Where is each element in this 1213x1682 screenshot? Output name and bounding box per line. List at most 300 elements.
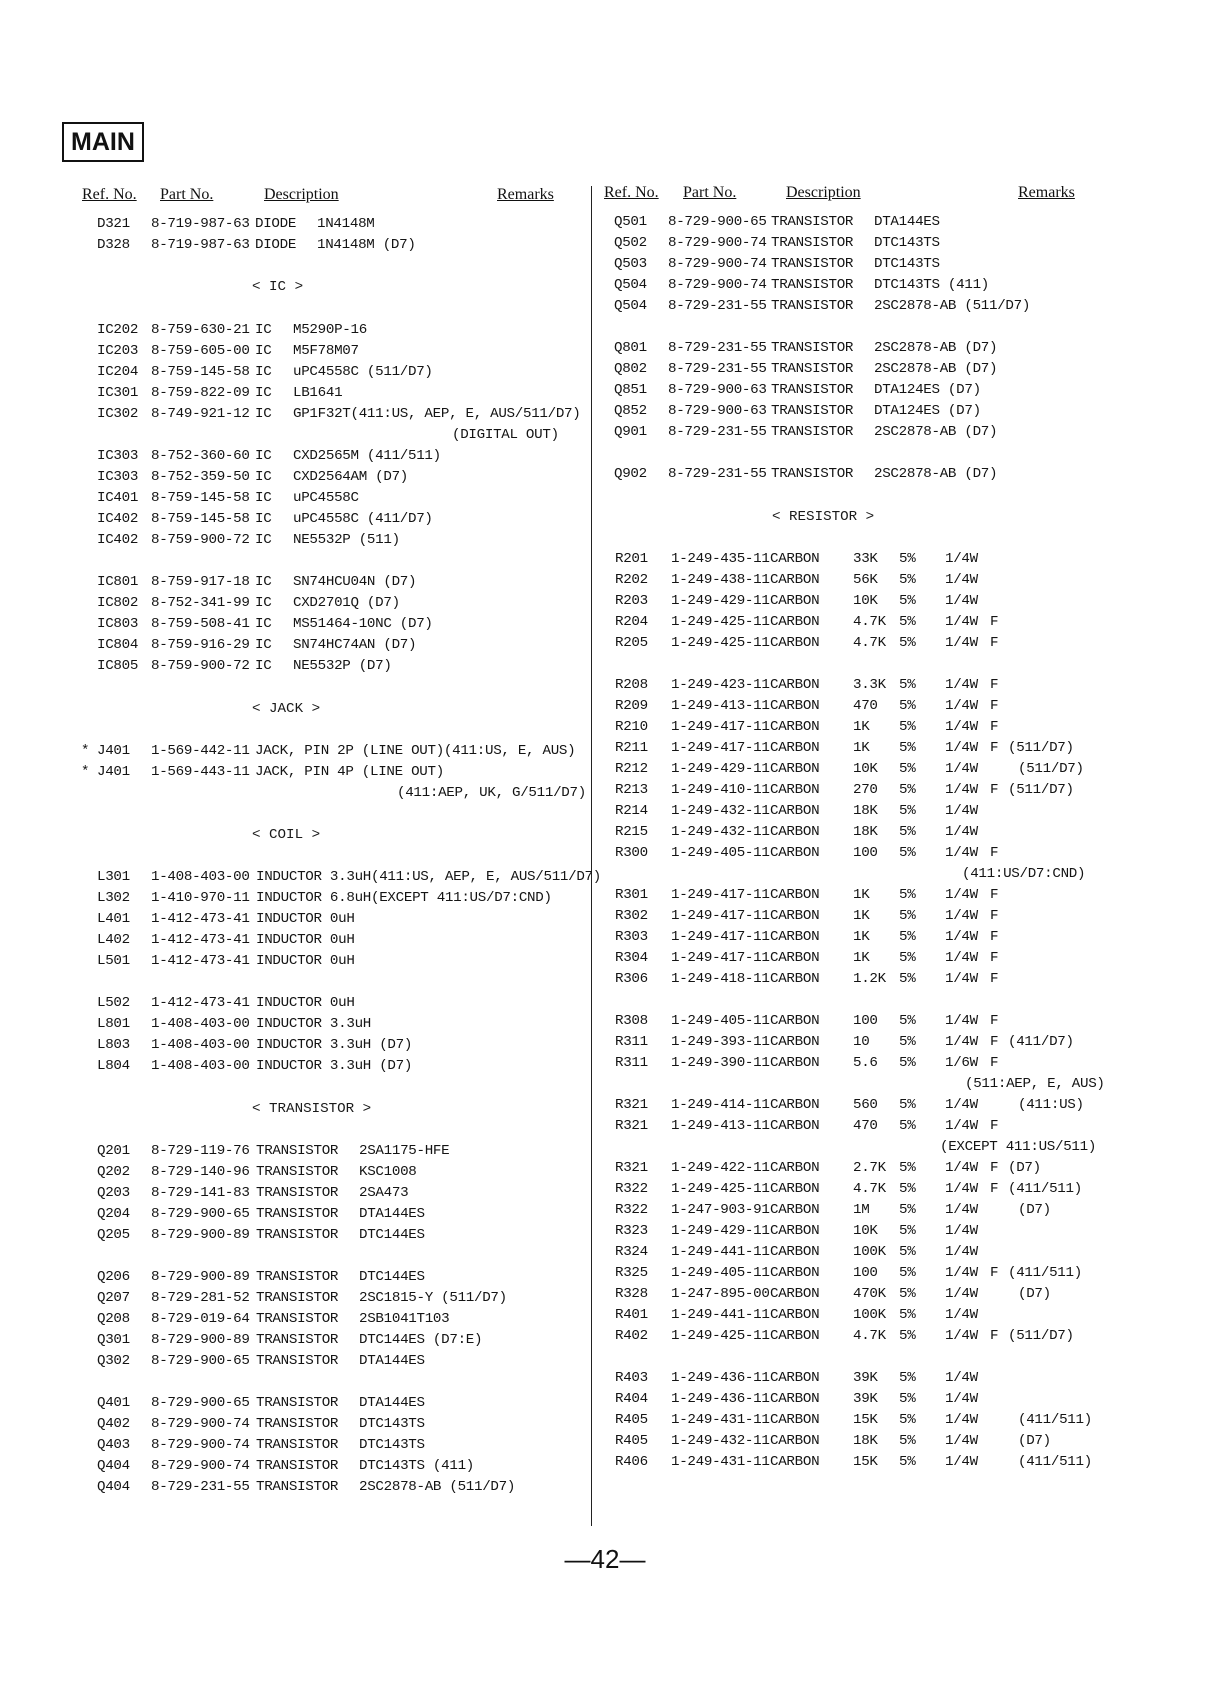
description: CARBON [770,1391,820,1407]
part-no: 8-759-630-21 [151,322,250,338]
description: IC [255,364,272,380]
description: TRANSISTOR [256,1311,339,1327]
ref-no: R210 [615,719,648,735]
remarks: (411:US) [1018,1097,1084,1113]
description: TRANSISTOR [256,1332,339,1348]
part-no: 1-408-403-00 [151,869,250,885]
resistance: 560 [853,1097,878,1113]
tolerance: 5% [899,1370,916,1386]
part-value: SN74HCU04N (D7) [293,574,417,590]
part-value: DTC143TS [874,256,940,272]
ref-no: R403 [615,1370,648,1386]
wattage: 1/4W [945,824,978,840]
description: TRANSISTOR [256,1185,339,1201]
part-no: 1-247-903-91 [671,1202,770,1218]
part-value: 2SA1175-HFE [359,1143,450,1159]
resistor-row [0,969,1213,990]
flag: F [990,845,999,861]
ref-no: R325 [615,1265,648,1281]
part-no: 8-759-900-72 [151,658,250,674]
description: CARBON [770,971,820,987]
wattage: 1/4W [945,1412,978,1428]
description: TRANSISTOR [771,382,854,398]
tolerance: 5% [899,782,916,798]
ref-no: L302 [97,890,130,906]
header-description-right: Description [786,184,861,201]
ref-no: L502 [97,995,130,1011]
flag: F [990,1265,999,1281]
ref-no: D328 [97,237,130,253]
tolerance: 5% [899,1286,916,1302]
part-no: 8-729-900-74 [151,1437,250,1453]
ref-no: R212 [615,761,648,777]
transistor-row [0,254,1213,275]
wattage: 1/4W [945,950,978,966]
resistor-row [0,1284,1213,1305]
description: CARBON [770,1181,820,1197]
part-no: 8-752-359-50 [151,469,250,485]
transistor-row [0,359,1213,380]
wattage: 1/4W [945,1265,978,1281]
description: CARBON [770,1160,820,1176]
part-no: 1-249-417-11 [671,908,770,924]
part-no: 1-247-895-00 [671,1286,770,1302]
wattage: 1/4W [945,719,978,735]
part-no: 1-249-417-11 [671,740,770,756]
flag: F [990,740,999,756]
part-no: 1-249-413-11 [671,698,770,714]
tolerance: 5% [899,551,916,567]
remarks: (511/D7) [1008,740,1074,756]
part-no: 8-729-140-96 [151,1164,250,1180]
description: IC [255,637,272,653]
part-value: SN74HC74AN (D7) [293,637,417,653]
description: CARBON [770,593,820,609]
tolerance: 5% [899,803,916,819]
ref-no: Q207 [97,1290,130,1306]
ref-no: R321 [615,1160,648,1176]
wattage: 1/4W [945,572,978,588]
description: TRANSISTOR [771,298,854,314]
wattage: 1/4W [945,1307,978,1323]
ref-no: Q502 [614,235,647,251]
part-value: NE5532P (511) [293,532,400,548]
description: TRANSISTOR [771,235,854,251]
page-number: —42— [564,1544,646,1574]
transistor-row [0,422,1213,443]
part-value: CXD2701Q (D7) [293,595,400,611]
resistance: 470K [853,1286,886,1302]
ref-no: Q852 [614,403,647,419]
tolerance: 5% [899,824,916,840]
wattage: 1/4W [945,1223,978,1239]
wattage: 1/4W [945,1454,978,1470]
part-no: 8-729-231-55 [668,340,767,356]
ref-no: Q202 [97,1164,130,1180]
part-value: 2SB1041T103 [359,1311,450,1327]
part-no: 8-729-231-55 [668,466,767,482]
flag: F [990,698,999,714]
ref-no: L401 [97,911,130,927]
wattage: 1/4W [945,1244,978,1260]
part-value: 2SC2878-AB (D7) [874,340,998,356]
resistance: 1K [853,929,870,945]
tolerance: 5% [899,1454,916,1470]
flag: F [990,719,999,735]
description: CARBON [770,761,820,777]
ref-no: R301 [615,887,648,903]
part-value: 1N4148M (D7) [317,237,416,253]
part-value: DTC143TS [359,1416,425,1432]
part-value: DTA144ES [359,1395,425,1411]
ref-no: R300 [615,845,648,861]
part-no: 8-729-900-74 [668,235,767,251]
resistance: 10K [853,1223,878,1239]
resistor-row [0,612,1213,633]
description: TRANSISTOR [771,361,854,377]
ref-no: IC204 [97,364,139,380]
ref-no: Q902 [614,466,647,482]
description: IC [255,343,272,359]
part-no: 1-412-473-41 [151,995,250,1011]
description: DIODE [255,216,297,232]
ref-no: IC301 [97,385,139,401]
part-no: 8-759-145-58 [151,364,250,380]
tolerance: 5% [899,887,916,903]
part-no: 1-408-403-00 [151,1058,250,1074]
flag: F [990,929,999,945]
resistance: 100 [853,1265,878,1281]
part-no: 1-249-425-11 [671,614,770,630]
ref-no: IC802 [97,595,139,611]
resistance: 100 [853,845,878,861]
description: CARBON [770,1328,820,1344]
description: TRANSISTOR [256,1416,339,1432]
description: CARBON [770,908,820,924]
ref-no: Q404 [97,1479,130,1495]
description: TRANSISTOR [256,1227,339,1243]
part-no: 1-412-473-41 [151,911,250,927]
description: IC [255,532,272,548]
part-no: 8-759-145-58 [151,511,250,527]
category-transistor: < TRANSISTOR > [252,1101,372,1117]
header-remarks-right: Remarks [1018,184,1075,201]
ref-no: IC401 [97,490,139,506]
resistor-row [0,759,1213,780]
safety-mark: * [81,764,90,780]
remarks: (411:US/D7:CND) [962,866,1086,882]
description: CARBON [770,572,820,588]
resistance: 10K [853,593,878,609]
resistance: 39K [853,1391,878,1407]
flag: F [990,908,999,924]
tolerance: 5% [899,677,916,693]
tolerance: 5% [899,1412,916,1428]
remarks: (D7) [1018,1286,1051,1302]
part-no: 1-249-417-11 [671,719,770,735]
part-value: KSC1008 [359,1164,417,1180]
ref-no: L301 [97,869,130,885]
description: CARBON [770,1265,820,1281]
ref-no: Q301 [97,1332,130,1348]
resistance: 4.7K [853,1328,886,1344]
part-value: 2SC2878-AB (511/D7) [874,298,1031,314]
resistance: 470 [853,698,878,714]
resistor-row [0,822,1213,843]
part-value: 2SC1815-Y (511/D7) [359,1290,507,1306]
part-no: 1-249-431-11 [671,1412,770,1428]
part-value: DTA144ES [874,214,940,230]
description: TRANSISTOR [256,1353,339,1369]
resistance: 18K [853,1433,878,1449]
part-no: 8-729-900-89 [151,1227,250,1243]
ref-no: Q801 [614,340,647,356]
resistor-row [0,1179,1213,1200]
tolerance: 5% [899,761,916,777]
part-value: DTC143TS [359,1437,425,1453]
transistor-row [0,464,1213,485]
flag: F [990,1034,999,1050]
description: (411:AEP, UK, G/511/D7) [397,785,586,801]
flag: F [990,1181,999,1197]
resistor-row [0,1011,1213,1032]
description: IC [255,448,272,464]
tolerance: 5% [899,1265,916,1281]
part-no: 1-249-425-11 [671,1328,770,1344]
part-no: 8-729-900-74 [668,277,767,293]
tolerance: 5% [899,719,916,735]
description: TRANSISTOR [771,214,854,230]
resistor-row [0,696,1213,717]
tolerance: 5% [899,908,916,924]
part-no: 1-249-432-11 [671,824,770,840]
part-value: DTC144ES [359,1227,425,1243]
description: INDUCTOR 0uH [256,911,355,927]
part-value: LB1641 [293,385,343,401]
description: TRANSISTOR [256,1458,339,1474]
part-value: DTC143TS [874,235,940,251]
transistor-row [0,338,1213,359]
resistor-row [0,549,1213,570]
flag: F [990,1118,999,1134]
part-no: 1-412-473-41 [151,932,250,948]
part-no: 1-249-405-11 [671,1265,770,1281]
part-no: 1-569-443-11 [151,764,250,780]
wattage: 1/4W [945,1328,978,1344]
part-no: 8-752-341-99 [151,595,250,611]
resistance: 15K [853,1454,878,1470]
description: IC [255,322,272,338]
ref-no: L501 [97,953,130,969]
header-part-no: Part No. [160,186,214,203]
tolerance: 5% [899,1244,916,1260]
part-value: DTC143TS (411) [874,277,989,293]
description: TRANSISTOR [771,424,854,440]
part-value: (DIGITAL OUT) [452,427,559,443]
description: IC [255,406,272,422]
tolerance: 5% [899,1097,916,1113]
wattage: 1/4W [945,803,978,819]
description: DIODE [255,237,297,253]
resistor-row [0,675,1213,696]
wattage: 1/4W [945,782,978,798]
tolerance: 5% [899,572,916,588]
part-no: 1-249-417-11 [671,929,770,945]
ref-no: IC302 [97,406,139,422]
part-value: 1N4148M [317,216,375,232]
part-no: 8-729-231-55 [668,361,767,377]
part-no: 8-729-900-63 [668,382,767,398]
flag: F [990,1328,999,1344]
ref-no: R311 [615,1055,648,1071]
description: JACK, PIN 4P (LINE OUT) [255,764,444,780]
resistor-row [0,1305,1213,1326]
resistor-row [0,1074,1213,1095]
description: INDUCTOR 0uH [256,932,355,948]
part-value: uPC4558C (511/D7) [293,364,433,380]
part-no: 1-249-436-11 [671,1391,770,1407]
ref-no: Q504 [614,277,647,293]
ref-no: R215 [615,824,648,840]
ref-no: Q501 [614,214,647,230]
ref-no: Q205 [97,1227,130,1243]
resistance: 470 [853,1118,878,1134]
resistance: 2.7K [853,1160,886,1176]
wattage: 1/4W [945,908,978,924]
header-ref-no-right: Ref. No. [604,184,659,201]
wattage: 1/4W [945,593,978,609]
ref-no: L801 [97,1016,130,1032]
ref-no: Q402 [97,1416,130,1432]
ref-no: IC805 [97,658,139,674]
ref-no: R202 [615,572,648,588]
category-coil: < COIL > [252,827,321,843]
resistor-row [0,885,1213,906]
part-no: 1-410-970-11 [151,890,250,906]
resistor-row [0,927,1213,948]
flag: F [990,1160,999,1176]
transistor-row [0,296,1213,317]
header-remarks: Remarks [497,186,554,203]
wattage: 1/4W [945,1160,978,1176]
part-value: uPC4558C [293,490,359,506]
part-value: CXD2564AM (D7) [293,469,408,485]
description: TRANSISTOR [256,1206,339,1222]
resistance: 4.7K [853,635,886,651]
resistance: 1K [853,719,870,735]
wattage: 1/4W [945,1118,978,1134]
part-no: 1-249-405-11 [671,1013,770,1029]
tolerance: 5% [899,845,916,861]
part-no: 8-759-822-09 [151,385,250,401]
description: IC [255,658,272,674]
remarks: (D7) [1008,1160,1041,1176]
part-value: M5F78M07 [293,343,359,359]
tolerance: 5% [899,929,916,945]
resistor-row [0,1032,1213,1053]
part-no: 1-249-405-11 [671,845,770,861]
resistor-row [0,780,1213,801]
part-no: 8-729-900-63 [668,403,767,419]
resistor-row [0,864,1213,885]
part-no: 1-408-403-00 [151,1016,250,1032]
ref-no: Q504 [614,298,647,314]
description: INDUCTOR 3.3uH (D7) [256,1058,413,1074]
resistor-row [0,843,1213,864]
part-value: M5290P-16 [293,322,367,338]
part-no: 8-719-987-63 [151,216,250,232]
tolerance: 5% [899,593,916,609]
description: TRANSISTOR [771,340,854,356]
ref-no: R209 [615,698,648,714]
resistor-row [0,1095,1213,1116]
description: INDUCTOR 0uH [256,953,355,969]
description: CARBON [770,845,820,861]
part-no: 1-249-390-11 [671,1055,770,1071]
resistance: 1K [853,887,870,903]
part-no: 8-729-900-74 [668,256,767,272]
tolerance: 5% [899,1181,916,1197]
resistance: 5.6 [853,1055,878,1071]
resistor-row [0,1200,1213,1221]
part-no: 1-249-423-11 [671,677,770,693]
ref-no: R213 [615,782,648,798]
description: CARBON [770,1412,820,1428]
ref-no: Q201 [97,1143,130,1159]
part-no: 1-249-429-11 [671,593,770,609]
part-no: 1-249-435-11 [671,551,770,567]
ref-no: R328 [615,1286,648,1302]
wattage: 1/4W [945,551,978,567]
description: TRANSISTOR [771,277,854,293]
description: IC [255,595,272,611]
part-no: 1-249-432-11 [671,1433,770,1449]
part-value: 2SC2878-AB (511/D7) [359,1479,516,1495]
resistance: 39K [853,1370,878,1386]
description: CARBON [770,1034,820,1050]
wattage: 1/4W [945,635,978,651]
remarks: (D7) [1018,1433,1051,1449]
transistor-row [0,233,1213,254]
tolerance: 5% [899,1223,916,1239]
description: CARBON [770,635,820,651]
description: CARBON [770,740,820,756]
ref-no: R203 [615,593,648,609]
part-no: 1-249-417-11 [671,887,770,903]
wattage: 1/4W [945,929,978,945]
remarks: (411/511) [1008,1181,1082,1197]
part-no: 1-249-432-11 [671,803,770,819]
part-value: DTC144ES [359,1269,425,1285]
remarks: (411/D7) [1008,1034,1074,1050]
ref-no: R205 [615,635,648,651]
ref-no: L803 [97,1037,130,1053]
part-no: 8-749-921-12 [151,406,250,422]
wattage: 1/4W [945,1013,978,1029]
wattage: 1/4W [945,698,978,714]
ref-no: IC202 [97,322,139,338]
description: IC [255,511,272,527]
part-no: 8-729-231-55 [668,424,767,440]
description: CARBON [770,1244,820,1260]
part-no: 1-249-431-11 [671,1454,770,1470]
remarks: (411/511) [1008,1265,1082,1281]
category-resistor: < RESISTOR > [772,509,875,525]
part-no: 8-759-916-29 [151,637,250,653]
resistance: 3.3K [853,677,886,693]
resistance: 33K [853,551,878,567]
resistance: 4.7K [853,1181,886,1197]
